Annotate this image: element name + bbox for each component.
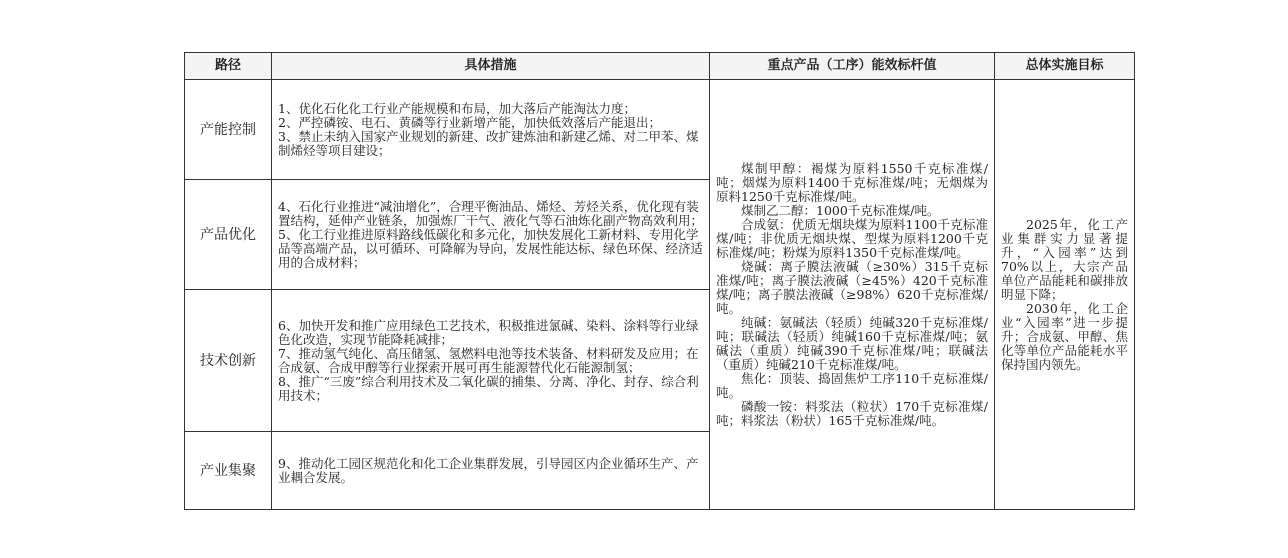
benchmark-item: 煤制乙二醇：1000千克标准煤/吨。 [741,202,940,218]
benchmark-item: 焦化：顶装、捣固焦炉工序110千克标准煤/吨。 [716,370,988,400]
measures-table [184,52,1135,510]
goal-item: 2030年，化工企业“入园率”进一步提升；合成氨、甲醇、焦化等单位产品能耗水平保持国内领先。 [1001,300,1128,372]
measure-item: 7、推动氢气纯化、高压储氢、氢燃料电池等技术装备、材料研发及应用；在合成氨、合成甲醇等行业探索开展可再生能源替代化石能源制氢； [278,345,699,375]
measures-cell [272,432,710,510]
route-cell: 产能控制 [185,80,272,180]
measures-cell [272,80,710,180]
measure-item: 8、推广“三废”综合利用技术及二氧化碳的捕集、分离、净化、封存、综合利用技术； [278,373,699,403]
benchmark-item: 煤制甲醇：褐煤为原料1550千克标准煤/吨；烟煤为原料1400千克标准煤/吨；无烟煤为原料1250千克标准煤/吨。 [716,160,988,204]
measure-item: 1、优化石化化工行业产能规模和布局，加大落后产能淘汰力度； [278,100,636,116]
route-cell: 技术创新 [185,290,272,432]
measure-item: 6、加快开发和推广应用绿色工艺技术，积极推进氯碱、染料、涂料等行业绿色化改造，实现节能降耗减排； [278,317,699,347]
measure-item: 2、严控磷铵、电石、黄磷等行业新增产能，加快低效落后产能退出； [278,114,661,130]
table-header-row [185,53,1135,80]
measure-item: 9、推动化工园区规范化和化工企业集群发展，引导园区内企业循环生产、产业耦合发展。 [278,455,699,485]
route-cell: 产品优化 [185,180,272,290]
benchmark-item: 纯碱：氨碱法（轻质）纯碱320千克标准煤/吨；联碱法（轻质）纯碱160千克标准煤/吨；氨碱法（重质）纯碱390千克标准煤/吨；联碱法（重质）纯碱210千克标准煤/吨。 [716,314,988,372]
goal-item: 2025年，化工产业集群实力显著提升，“入园率”达到70%以上，大宗产品单位产品能耗和碳排放明显下降； [1001,216,1128,302]
measures-cell [272,180,710,290]
header-route: 路径 [185,53,272,80]
measures-cell [272,290,710,432]
route-cell: 产业集聚 [185,432,272,510]
goals-cell [995,80,1135,510]
measure-item: 3、禁止未纳入国家产业规划的新建、改扩建炼油和新建乙烯、对二甲苯、煤制烯烃等项目建设； [278,128,699,158]
benchmark-item: 合成氨：优质无烟块煤为原料1100千克标准煤/吨；非优质无烟块煤、型煤为原料1200千克标准煤/吨；粉煤为原料1350千克标准煤/吨。 [716,216,988,260]
benchmark-item: 磷酸一铵：料浆法（粒状）170千克标准煤/吨；料浆法（粉状）165千克标准煤/吨。 [716,398,988,428]
measure-item: 4、石化行业推进“减油增化”，合理平衡油品、烯烃、芳烃关系，优化现有装置结构，延伸产业链条，加强炼厂干气、液化气等石油炼化副产物高效利用； [278,198,704,228]
header-goals: 总体实施目标 [995,53,1135,80]
table-row [185,80,1135,180]
benchmarks-cell [710,80,995,510]
header-measures: 具体措施 [272,53,710,80]
measure-item: 5、化工行业推进原料路线低碳化和多元化，加快发展化工新材料、专用化学品等高端产品，以可循环、可降解为导向，发展性能达标、绿色环保、经济适用的合成材料； [278,226,704,270]
header-benchmarks: 重点产品（工序）能效标杆值 [710,53,995,80]
benchmark-item: 烧碱：离子膜法液碱（≥30%）315千克标准煤/吨；离子膜法液碱（≥45%）420千克标准煤/吨；离子膜法液碱（≥98%）620千克标准煤/吨。 [716,258,988,316]
